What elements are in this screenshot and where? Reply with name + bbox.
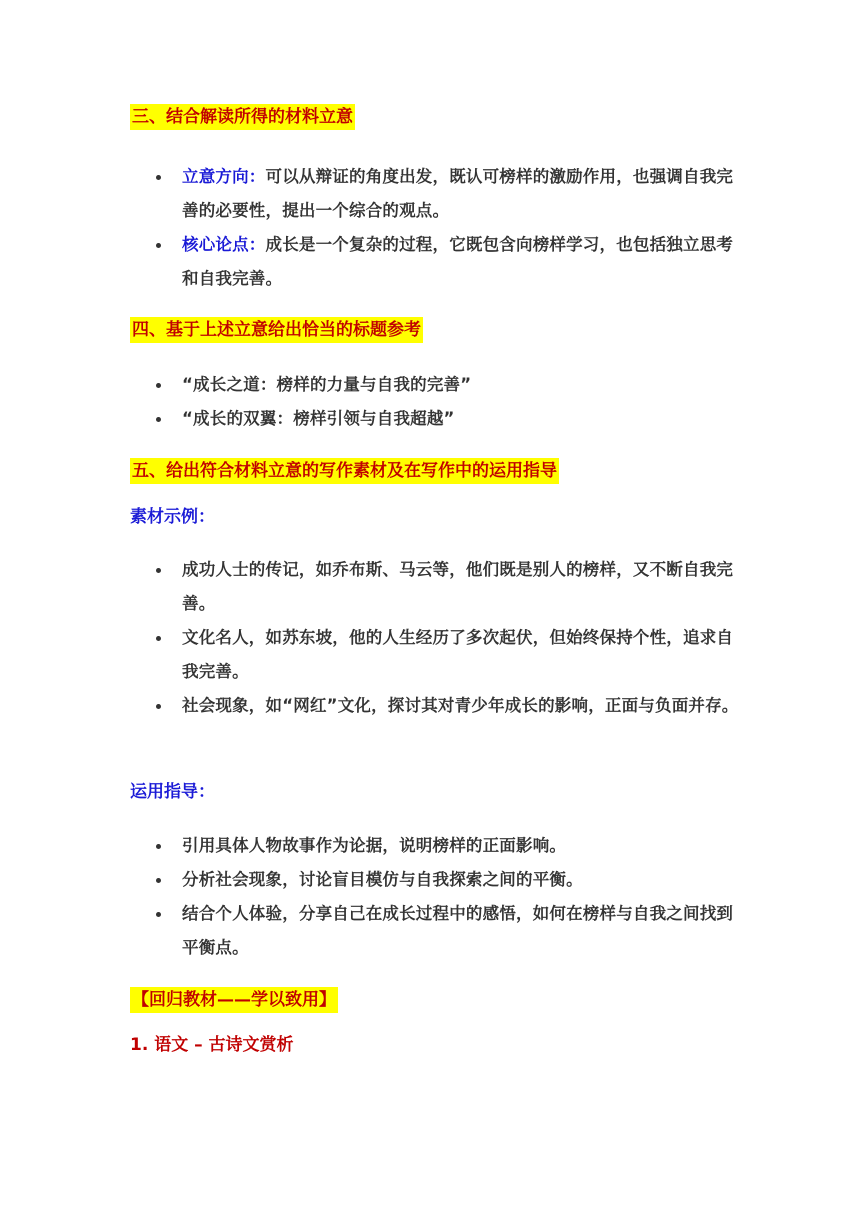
list-item: “成长的双翼：榜样引领与自我超越”	[130, 402, 740, 436]
item-label: 核心论点：	[182, 235, 266, 254]
section-5-heading: 五、给出符合材料立意的写作素材及在写作中的运用指导	[130, 458, 559, 484]
section-3-heading: 三、结合解读所得的材料立意	[130, 104, 355, 130]
section-4-list	[130, 368, 740, 436]
list-item: 成功人士的传记，如乔布斯、马云等，他们既是别人的榜样，又不断自我完善。	[130, 553, 740, 621]
list-item: 引用具体人物故事作为论据，说明榜样的正面影响。	[130, 829, 740, 863]
examples-label: 素材示例：	[130, 507, 215, 527]
list-item: “成长之道：榜样的力量与自我的完善”	[130, 368, 740, 402]
subject-heading: 1. 语文 – 古诗文赏析	[130, 1035, 294, 1055]
list-item: 结合个人体验，分享自己在成长过程中的感悟，如何在榜样与自我之间找到平衡点。	[130, 897, 740, 965]
item-text: 可以从辩证的角度出发，既认可榜样的激励作用，也强调自我完善的必要性，提出一个综合的观点。	[182, 167, 734, 220]
guide-list	[130, 829, 740, 965]
section-4-heading: 四、基于上述立意给出恰当的标题参考	[130, 317, 423, 343]
list-item	[130, 160, 740, 228]
item-label: 立意方向：	[182, 167, 266, 186]
list-item: 分析社会现象，讨论盲目模仿与自我探索之间的平衡。	[130, 863, 740, 897]
list-item: 文化名人，如苏东坡，他的人生经历了多次起伏，但始终保持个性，追求自我完善。	[130, 621, 740, 689]
list-item	[130, 228, 740, 296]
return-heading: 【回归教材——学以致用】	[130, 987, 338, 1013]
list-item: 社会现象，如“网红”文化，探讨其对青少年成长的影响，正面与负面并存。	[130, 689, 740, 723]
guide-label: 运用指导：	[130, 782, 215, 802]
examples-list	[130, 553, 740, 723]
section-3-list	[130, 160, 740, 296]
item-text: 成长是一个复杂的过程，它既包含向榜样学习，也包括独立思考和自我完善。	[182, 235, 734, 288]
